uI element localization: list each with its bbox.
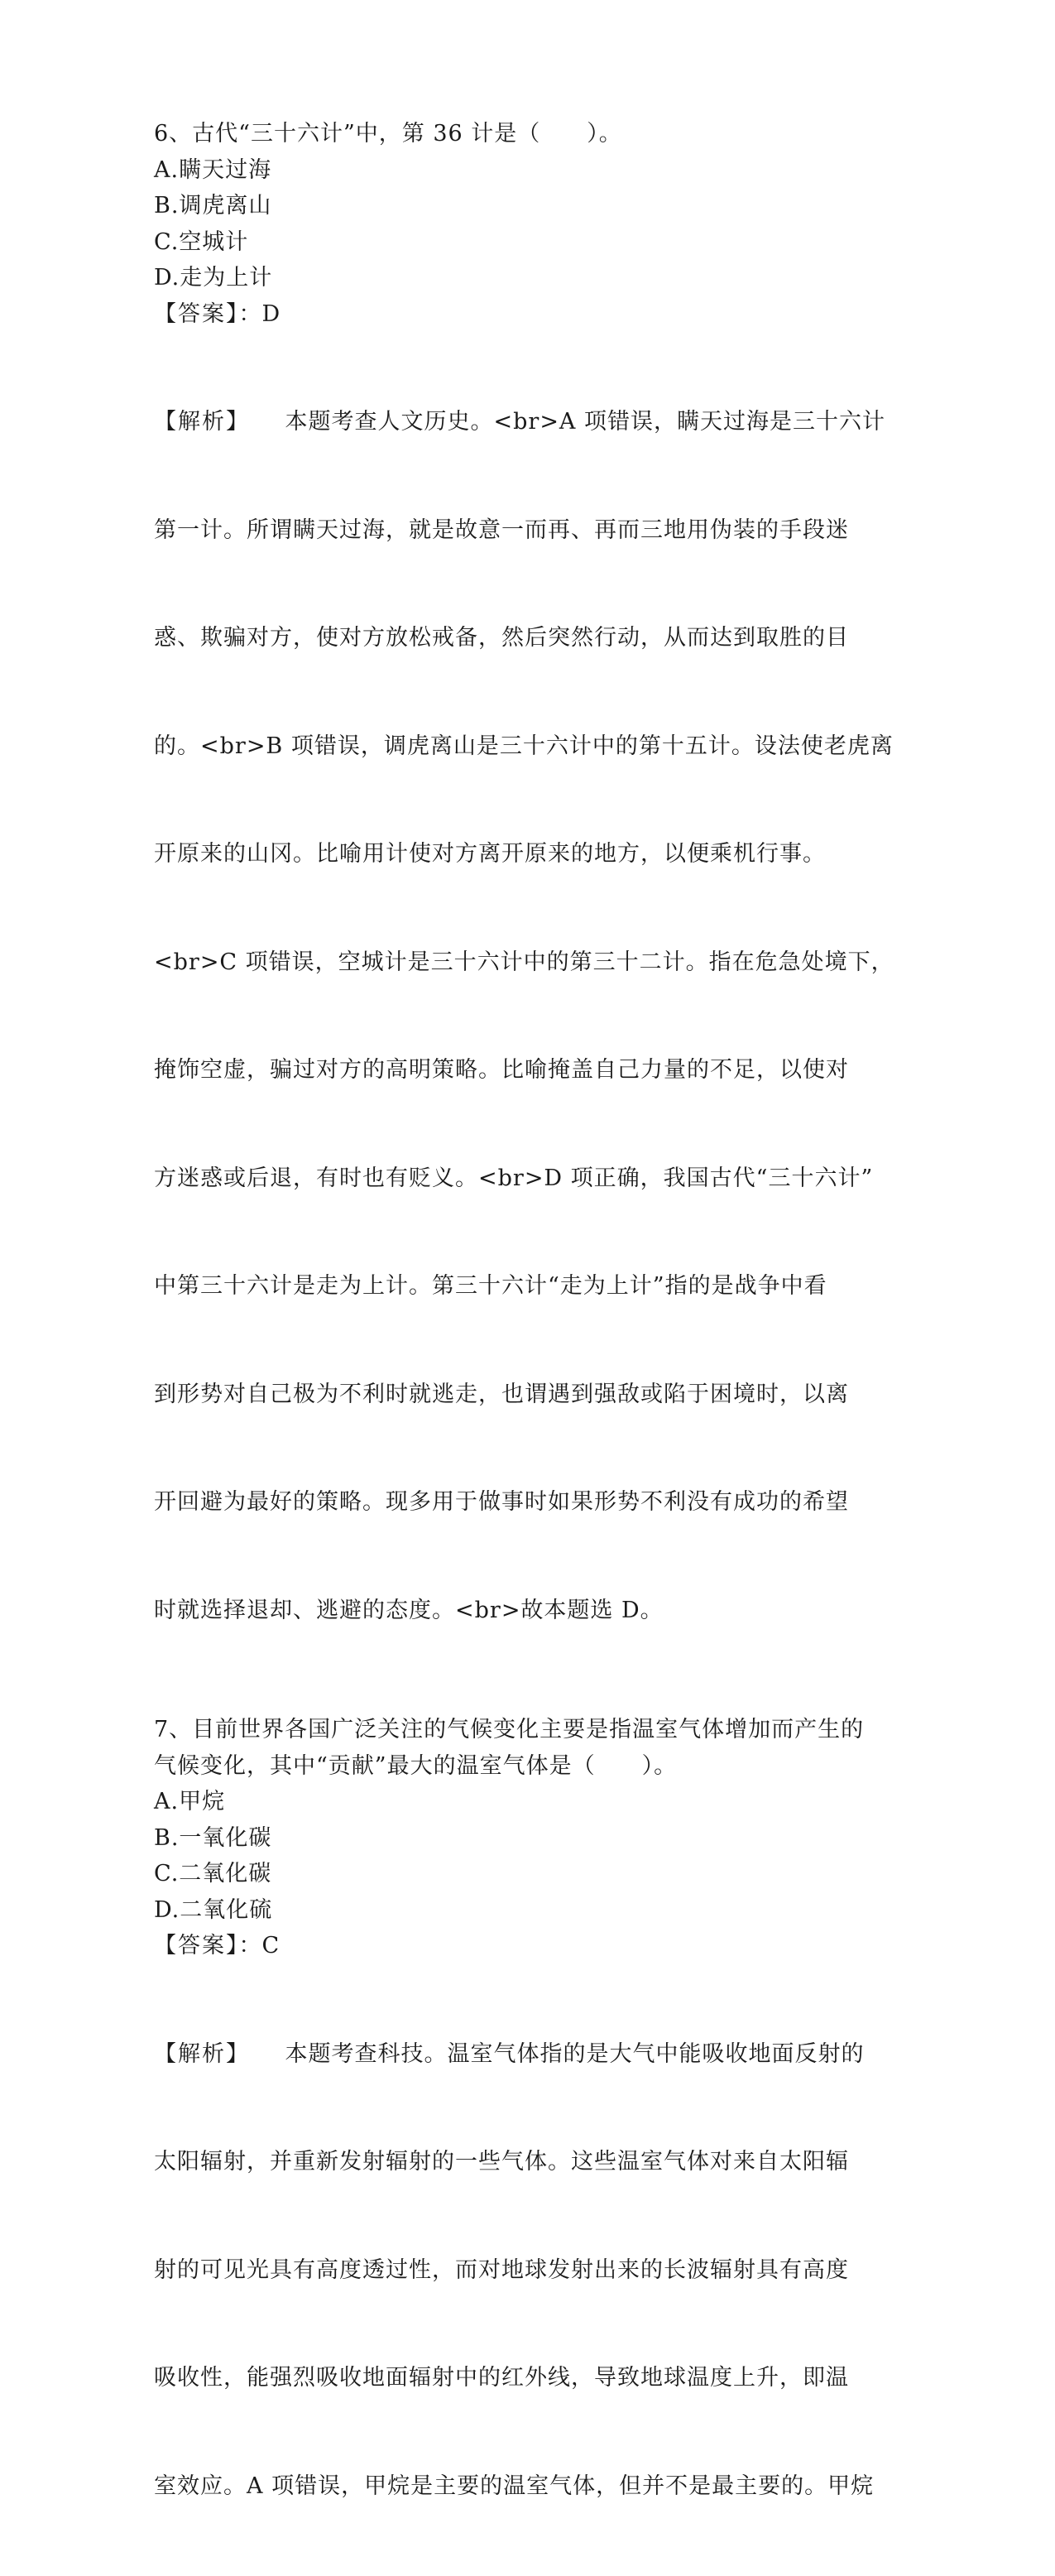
answer-label: 【答案】 (154, 301, 239, 327)
option-c: C.空城计 (154, 224, 899, 261)
analysis-text: 本题考查科技。温室气体指的是大气中能吸收地面反射的 (239, 2041, 865, 2067)
analysis-line: 到形势对自己极为不利时就逃走，也谓遇到强敌或陷于困境时，以离 (154, 1377, 899, 1413)
option-a: A.甲烷 (154, 1784, 899, 1820)
analysis-line (154, 2036, 899, 2073)
analysis-line: 射的可见光具有高度透过性，而对地球发射出来的长波辐射具有高度 (154, 2252, 899, 2289)
analysis-line: 第一计。所谓瞒天过海，就是故意一而再、再而三地用伪装的手段迷 (154, 512, 899, 549)
analysis-line: 惑、欺骗对方，使对方放松戒备，然后突然行动，从而达到取胜的目 (154, 620, 899, 656)
analysis-line: <br>C 项错误，空城计是三十六计中的第三十二计。指在危急处境下， (154, 944, 899, 981)
answer-value: ：D (239, 301, 281, 327)
analysis-block (154, 1964, 899, 2576)
document-page (154, 116, 899, 2576)
question-stem-line: 气候变化，其中“贡献”最大的温室气体是（ ）。 (154, 1748, 899, 1785)
analysis-line: 的。<br>B 项错误，调虎离山是三十六计中的第十五计。设法使老虎离 (154, 728, 899, 765)
answer-line (154, 1928, 899, 1964)
analysis-line: 方迷惑或后退，有时也有贬义。<br>D 项正确，我国古代“三十六计” (154, 1161, 899, 1197)
option-b: B.一氧化碳 (154, 1820, 899, 1857)
analysis-line: 开回避为最好的策略。现多用于做事时如果形势不利没有成功的希望 (154, 1484, 899, 1521)
analysis-line: 时就选择退却、逃避的态度。<br>故本题选 D。 (154, 1593, 899, 1629)
answer-line (154, 296, 899, 333)
analysis-block (154, 332, 899, 1700)
option-c: C.二氧化碳 (154, 1856, 899, 1892)
option-d: D.二氧化硫 (154, 1892, 899, 1929)
analysis-label: 【解析】 (154, 2041, 239, 2067)
analysis-label: 【解析】 (154, 409, 239, 435)
answer-value: ：C (239, 1933, 281, 1958)
option-d: D.走为上计 (154, 260, 899, 296)
analysis-line (154, 404, 899, 440)
question-stem-line: 7、目前世界各国广泛关注的气候变化主要是指温室气体增加而产生的 (154, 1712, 899, 1748)
option-b: B.调虎离山 (154, 188, 899, 224)
analysis-text: 本题考查人文历史。<br>A 项错误，瞒天过海是三十六计 (239, 409, 886, 435)
analysis-line: 吸收性，能强烈吸收地面辐射中的红外线，导致地球温度上升，即温 (154, 2360, 899, 2396)
analysis-line: 开原来的山冈。比喻用计使对方离开原来的地方，以便乘机行事。 (154, 836, 899, 872)
option-a: A.瞒天过海 (154, 152, 899, 189)
question-7 (154, 1712, 899, 2576)
analysis-line: 掩饰空虚，骗过对方的高明策略。比喻掩盖自己力量的不足，以使对 (154, 1052, 899, 1089)
question-stem: 6、古代“三十六计”中，第 36 计是（ ）。 (154, 116, 899, 152)
answer-label: 【答案】 (154, 1933, 239, 1958)
analysis-line: 太阳辐射，并重新发射辐射的一些气体。这些温室气体对来自太阳辐 (154, 2144, 899, 2180)
question-6 (154, 116, 899, 1700)
analysis-line: 室效应。A 项错误，甲烷是主要的温室气体，但并不是最主要的。甲烷 (154, 2468, 899, 2505)
analysis-line: 中第三十六计是走为上计。第三十六计“走为上计”指的是战争中看 (154, 1268, 899, 1305)
